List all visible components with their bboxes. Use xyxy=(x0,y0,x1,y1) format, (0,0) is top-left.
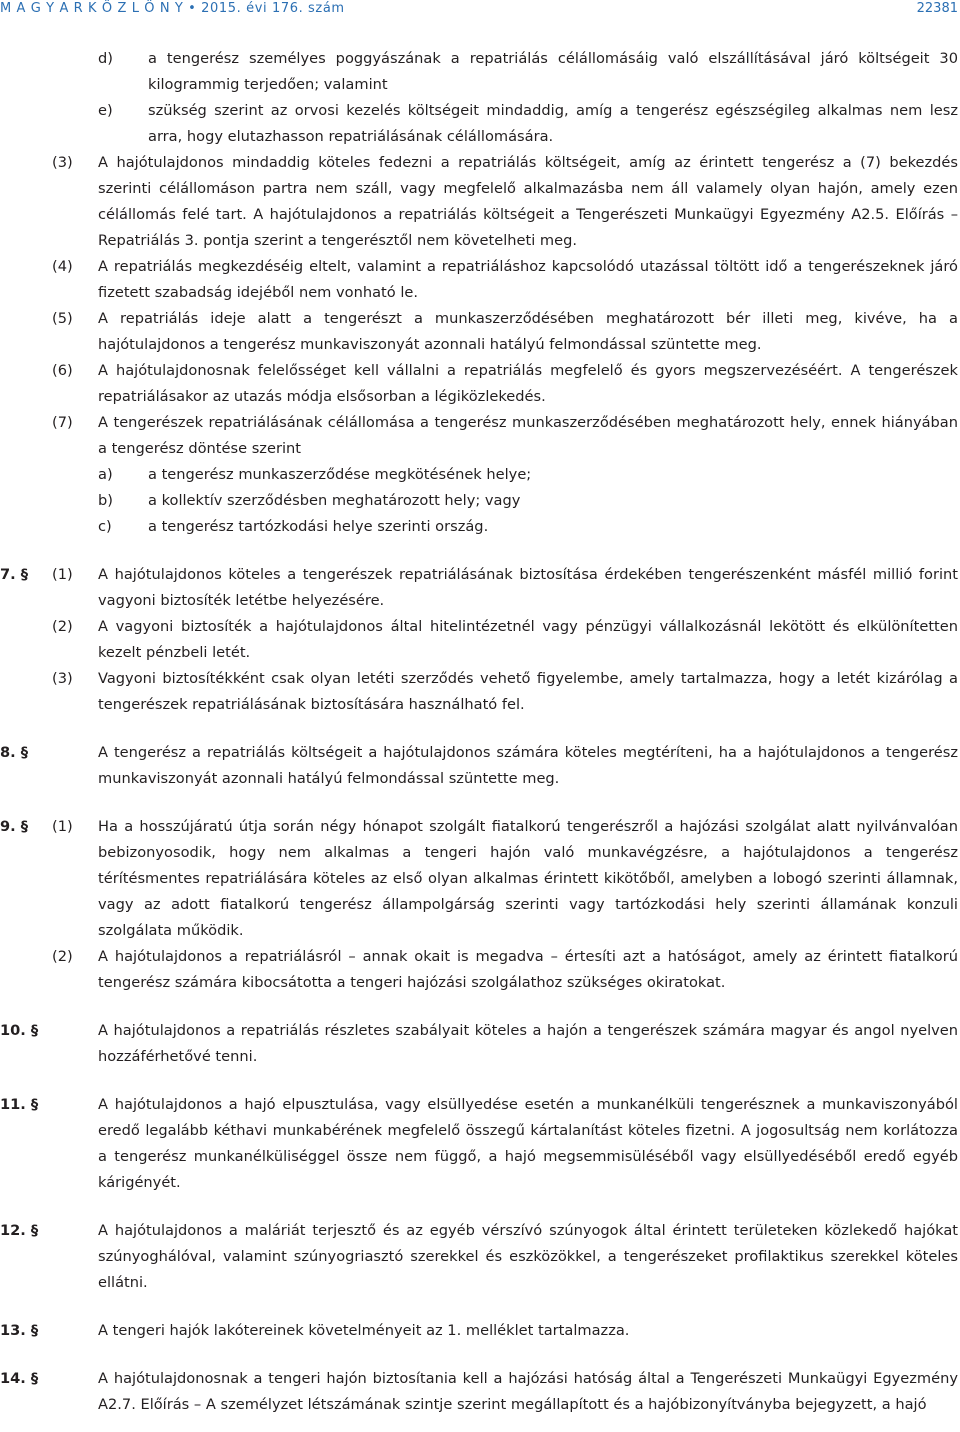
section-number: 13. § xyxy=(0,1322,39,1339)
section-12 xyxy=(0,1218,958,1296)
page-number: 22381 xyxy=(916,1,958,16)
section-text: A hajótulajdonosnak a tengeri hajón biztosítania kell a hajózási hatóság által a Tengerészeti Munkaügyi Egyezmény A2.7. Előírás – A személyzet létszámának szintje szerint megállapított és a hajóbizonyítványba bejegyzett, a hajó xyxy=(98,1370,958,1413)
section-8 xyxy=(0,740,958,792)
paragraph-text: A hajótulajdonosnak felelősséget kell vállalni a repatriálás megfelelő és gyors megszervezéséért. A tengerészek repatriálásakor az utazás módja elsősorban a légiközlekedés. xyxy=(98,362,958,405)
paragraph-label: (2) xyxy=(52,948,73,965)
section-text: A hajótulajdonos a repatriálás részletes szabályait köteles a hajón a tengerészek számára magyar és angol nyelven hozzáférhetővé tenni. xyxy=(98,1022,958,1065)
section-text: A tengerész a repatriálás költségeit a hajótulajdonos számára köteles megtéríteni, ha a hajótulajdonos a tengerész munkaviszonyát azonnali hatályú felmondással szüntette meg. xyxy=(98,744,958,787)
paragraph xyxy=(0,358,958,410)
paragraph-label: (4) xyxy=(52,258,73,275)
paragraph xyxy=(0,614,958,666)
page-header xyxy=(0,0,960,22)
list-item xyxy=(0,98,958,150)
section-number: 14. § xyxy=(0,1370,39,1387)
list-item xyxy=(0,46,958,98)
paragraph-text: Vagyoni biztosítékként csak olyan letéti szerződés vehető figyelembe, amely tartalmazza, hogy a letét kizárólag a tengerészek repatriálásának biztosítására használható fel. xyxy=(98,670,958,713)
section-10 xyxy=(0,1018,958,1070)
paragraph-text: A hajótulajdonos a repatriálásról – annak okait is megadva – értesíti azt a hatóságot, amely az érintett fiatalkorú tengerész számára kibocsátotta a tengeri hajózási szolgálathoz szükséges okiratokat. xyxy=(98,948,958,991)
item-label: c) xyxy=(98,518,112,535)
section-14 xyxy=(0,1366,958,1418)
section-13 xyxy=(0,1318,958,1344)
section-7 xyxy=(0,562,958,614)
paragraph-label: (1) xyxy=(52,566,73,583)
paragraph-label: (1) xyxy=(52,818,73,835)
paragraph-label: (5) xyxy=(52,310,73,327)
paragraph-label: (3) xyxy=(52,670,73,687)
item-text: a tengerész személyes poggyászának a repatriálás célállomásáig való elszállításával járó költségeit 30 kilogrammig terjedően; valamint xyxy=(148,50,958,93)
paragraph-text: A hajótulajdonos köteles a tengerészek repatriálásának biztosítása érdekében tengerészenként másfél millió forint vagyoni biztosíték letétbe helyezésére. xyxy=(98,566,958,609)
item-label: b) xyxy=(98,492,113,509)
item-text: szükség szerint az orvosi kezelés költségeit mindaddig, amíg a tengerész egészségileg alkalmas nem lesz arra, hogy elutazhasson repatriálásának célállomására. xyxy=(148,102,958,145)
paragraph xyxy=(0,306,958,358)
list-item xyxy=(0,514,958,540)
journal-title: M A G Y A R K Ö Z L Ö N Y • 2015. évi 176. szám xyxy=(0,1,345,16)
paragraph xyxy=(0,254,958,306)
paragraph-text: Ha a hosszújáratú útja során négy hónapot szolgált fiatalkorú tengerészről a hajózási szolgálat alatt nyilvánvalóan bebizonyosodik, hogy nem alkalmas a tengeri hajón való munkavégzésre, a hajótulajdonos a tengerész térítésmentes repatriálására köteles az első olyan alkalmas érintett kikötőből, amelyben a lobogó szerinti államnak, vagy az adott fiatalkorú tengerész állampolgárság szerinti vagy tartózkodási hely szerinti államának konzuli szolgálata működik. xyxy=(98,818,958,939)
section-9 xyxy=(0,814,958,944)
paragraph-text: A repatriálás ideje alatt a tengerészt a munkaszerződésében meghatározott bér illeti meg, kivéve, ha a hajótulajdonos a tengerész munkaviszonyát azonnali hatályú felmondással szüntette meg. xyxy=(98,310,958,353)
paragraph xyxy=(0,944,958,996)
paragraph-text: A hajótulajdonos mindaddig köteles fedezni a repatriálás költségeit, amíg az érintett tengerész a (7) bekezdés szerinti célállomáson partra nem száll, vagy megfelelő alkalmazásba nem áll valamely olyan hajón, amely ezen célállomás felé tart. A hajótulajdonos a repatriálás költségeit a Tengerészeti Munkaügyi Egyezmény A2.5. Előírás – Repatriálás 3. pontja szerint a tengerésztől nem követelheti meg. xyxy=(98,154,958,249)
paragraph-label: (2) xyxy=(52,618,73,635)
section-11 xyxy=(0,1092,958,1196)
section-text: A tengeri hajók lakótereinek követelményeit az 1. melléklet tartalmazza. xyxy=(98,1322,630,1339)
section-number: 11. § xyxy=(0,1096,39,1113)
document-body xyxy=(0,46,958,1418)
item-label: d) xyxy=(98,50,113,67)
paragraph-text: A vagyoni biztosíték a hajótulajdonos által hitelintézetnél vagy pénzügyi vállalkozásnál lekötött és elkülönítetten kezelt pénzbeli letét. xyxy=(98,618,958,661)
paragraph-text: A tengerészek repatriálásának célállomása a tengerész munkaszerződésében meghatározott hely, ennek hiányában a tengerész döntése szerint xyxy=(98,414,958,457)
section-number: 9. § xyxy=(0,818,29,835)
paragraph xyxy=(0,150,958,254)
item-label: a) xyxy=(98,466,113,483)
section-text: A hajótulajdonos a maláriát terjesztő és az egyéb vérszívó szúnyogok által érintett területeken közlekedő hajókat szúnyoghálóval, valamint szúnyogriasztó szerekkel és eszközökkel, a tengerészeket profilaktikus szerekkel köteles ellátni. xyxy=(98,1222,958,1291)
paragraph-label: (3) xyxy=(52,154,73,171)
item-text: a tengerész munkaszerződése megkötésének helye; xyxy=(148,466,532,483)
paragraph-text: A repatriálás megkezdéséig eltelt, valamint a repatriáláshoz kapcsolódó utazással töltött idő a tengerészeknek járó fizetett szabadság idejéből nem vonható le. xyxy=(98,258,958,301)
section-text: A hajótulajdonos a hajó elpusztulása, vagy elsüllyedése esetén a munkanélküli tengerésznek a munkaviszonyából eredő legalább kéthavi munkabérének megfelelő összegű kártalanítást köteles fizetni. A jogosultság nem korlátozza a tengerész munkanélküliséggel össze nem függő, a hajó megsemmisüléséből vagy elsüllyedéséből eredő egyéb kárigényét. xyxy=(98,1096,958,1191)
section-number: 8. § xyxy=(0,744,29,761)
item-text: a kollektív szerződésben meghatározott hely; vagy xyxy=(148,492,521,509)
paragraph-label: (6) xyxy=(52,362,73,379)
paragraph-label: (7) xyxy=(52,414,73,431)
list-item xyxy=(0,488,958,514)
item-label: e) xyxy=(98,102,113,119)
list-item xyxy=(0,462,958,488)
section-number: 10. § xyxy=(0,1022,39,1039)
section-number: 12. § xyxy=(0,1222,39,1239)
section-number: 7. § xyxy=(0,566,29,583)
paragraph xyxy=(0,410,958,462)
item-text: a tengerész tartózkodási helye szerinti ország. xyxy=(148,518,489,535)
paragraph xyxy=(0,666,958,718)
